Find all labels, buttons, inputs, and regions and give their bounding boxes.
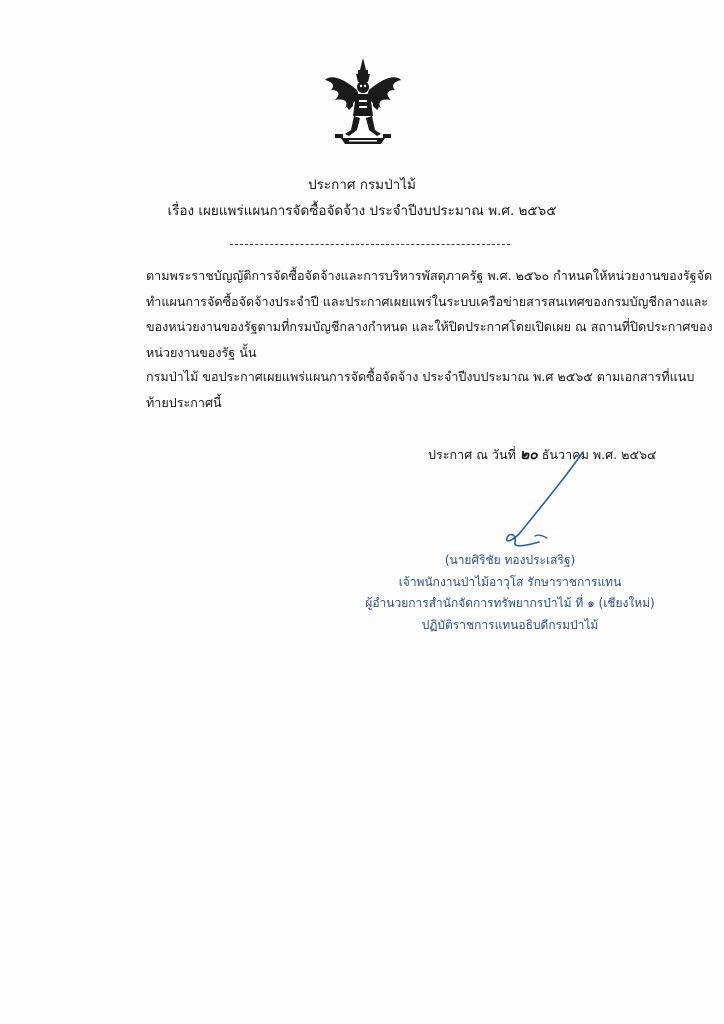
date-prefix: ประกาศ ณ วันที่ xyxy=(428,447,516,462)
body-paragraph-1: ตามพระราชบัญญัติการจัดซื้อจัดจ้างและการบริหารพัสดุภาครัฐ พ.ศ. ๒๕๖๐ กำหนดให้หน่วยงานของรัฐจัดทำแผนการจัดซื้อจัดจ้างประจำปี และประกาศเผยแพร่ในระบบเครือข่ายสารสนเทศของกรมบัญชีกลางและของหน่วยงานของรัฐตามที่กรมบัญชีกลางกำหนด และให้ปิดประกาศโดยเปิดเผย ณ สถานที่ปิดประกาศของหน่วยงานของรัฐ นั้น xyxy=(146,268,713,360)
handwritten-signature xyxy=(495,448,595,558)
signer-position-3: ปฏิบัติราชการแทนอธิบดีกรมป่าไม้ xyxy=(421,617,599,632)
date-suffix: ธันวาคม พ.ศ. ๒๕๖๔ xyxy=(541,447,657,462)
body-paragraph-2: กรมป่าไม้ ขอประกาศเผยแพร่แผนการจัดซื้อจัดจ้าง ประจำปีงบประมาณ พ.ศ ๒๕๖๕ ตามเอกสารที่แนบท้ายประกาศนี้ xyxy=(146,369,695,410)
signer-name: (นายศิริชัย ทองประเสริฐ) xyxy=(444,553,576,567)
signer-position-1: เจ้าพนักงานป่าไม้อาวุโส รักษาราชการแทน xyxy=(398,574,622,589)
announcement-heading: ประกาศ กรมป่าไม้ xyxy=(308,177,416,193)
signature-block xyxy=(360,550,660,636)
handwritten-day: ๒๐ xyxy=(519,447,538,463)
signer-position-2: ผู้อำนวยการสำนักจัดการทรัพยากรป่าไม้ ที่ ๑ (เชียงใหม่) xyxy=(365,596,655,610)
garuda-emblem-icon xyxy=(323,56,403,148)
dashed-divider xyxy=(230,244,510,245)
announcement-subject: เรื่อง เผยแพร่แผนการจัดซื้อจัดจ้าง ประจำปีงบประมาณ พ.ศ. ๒๕๖๕ xyxy=(167,203,557,219)
